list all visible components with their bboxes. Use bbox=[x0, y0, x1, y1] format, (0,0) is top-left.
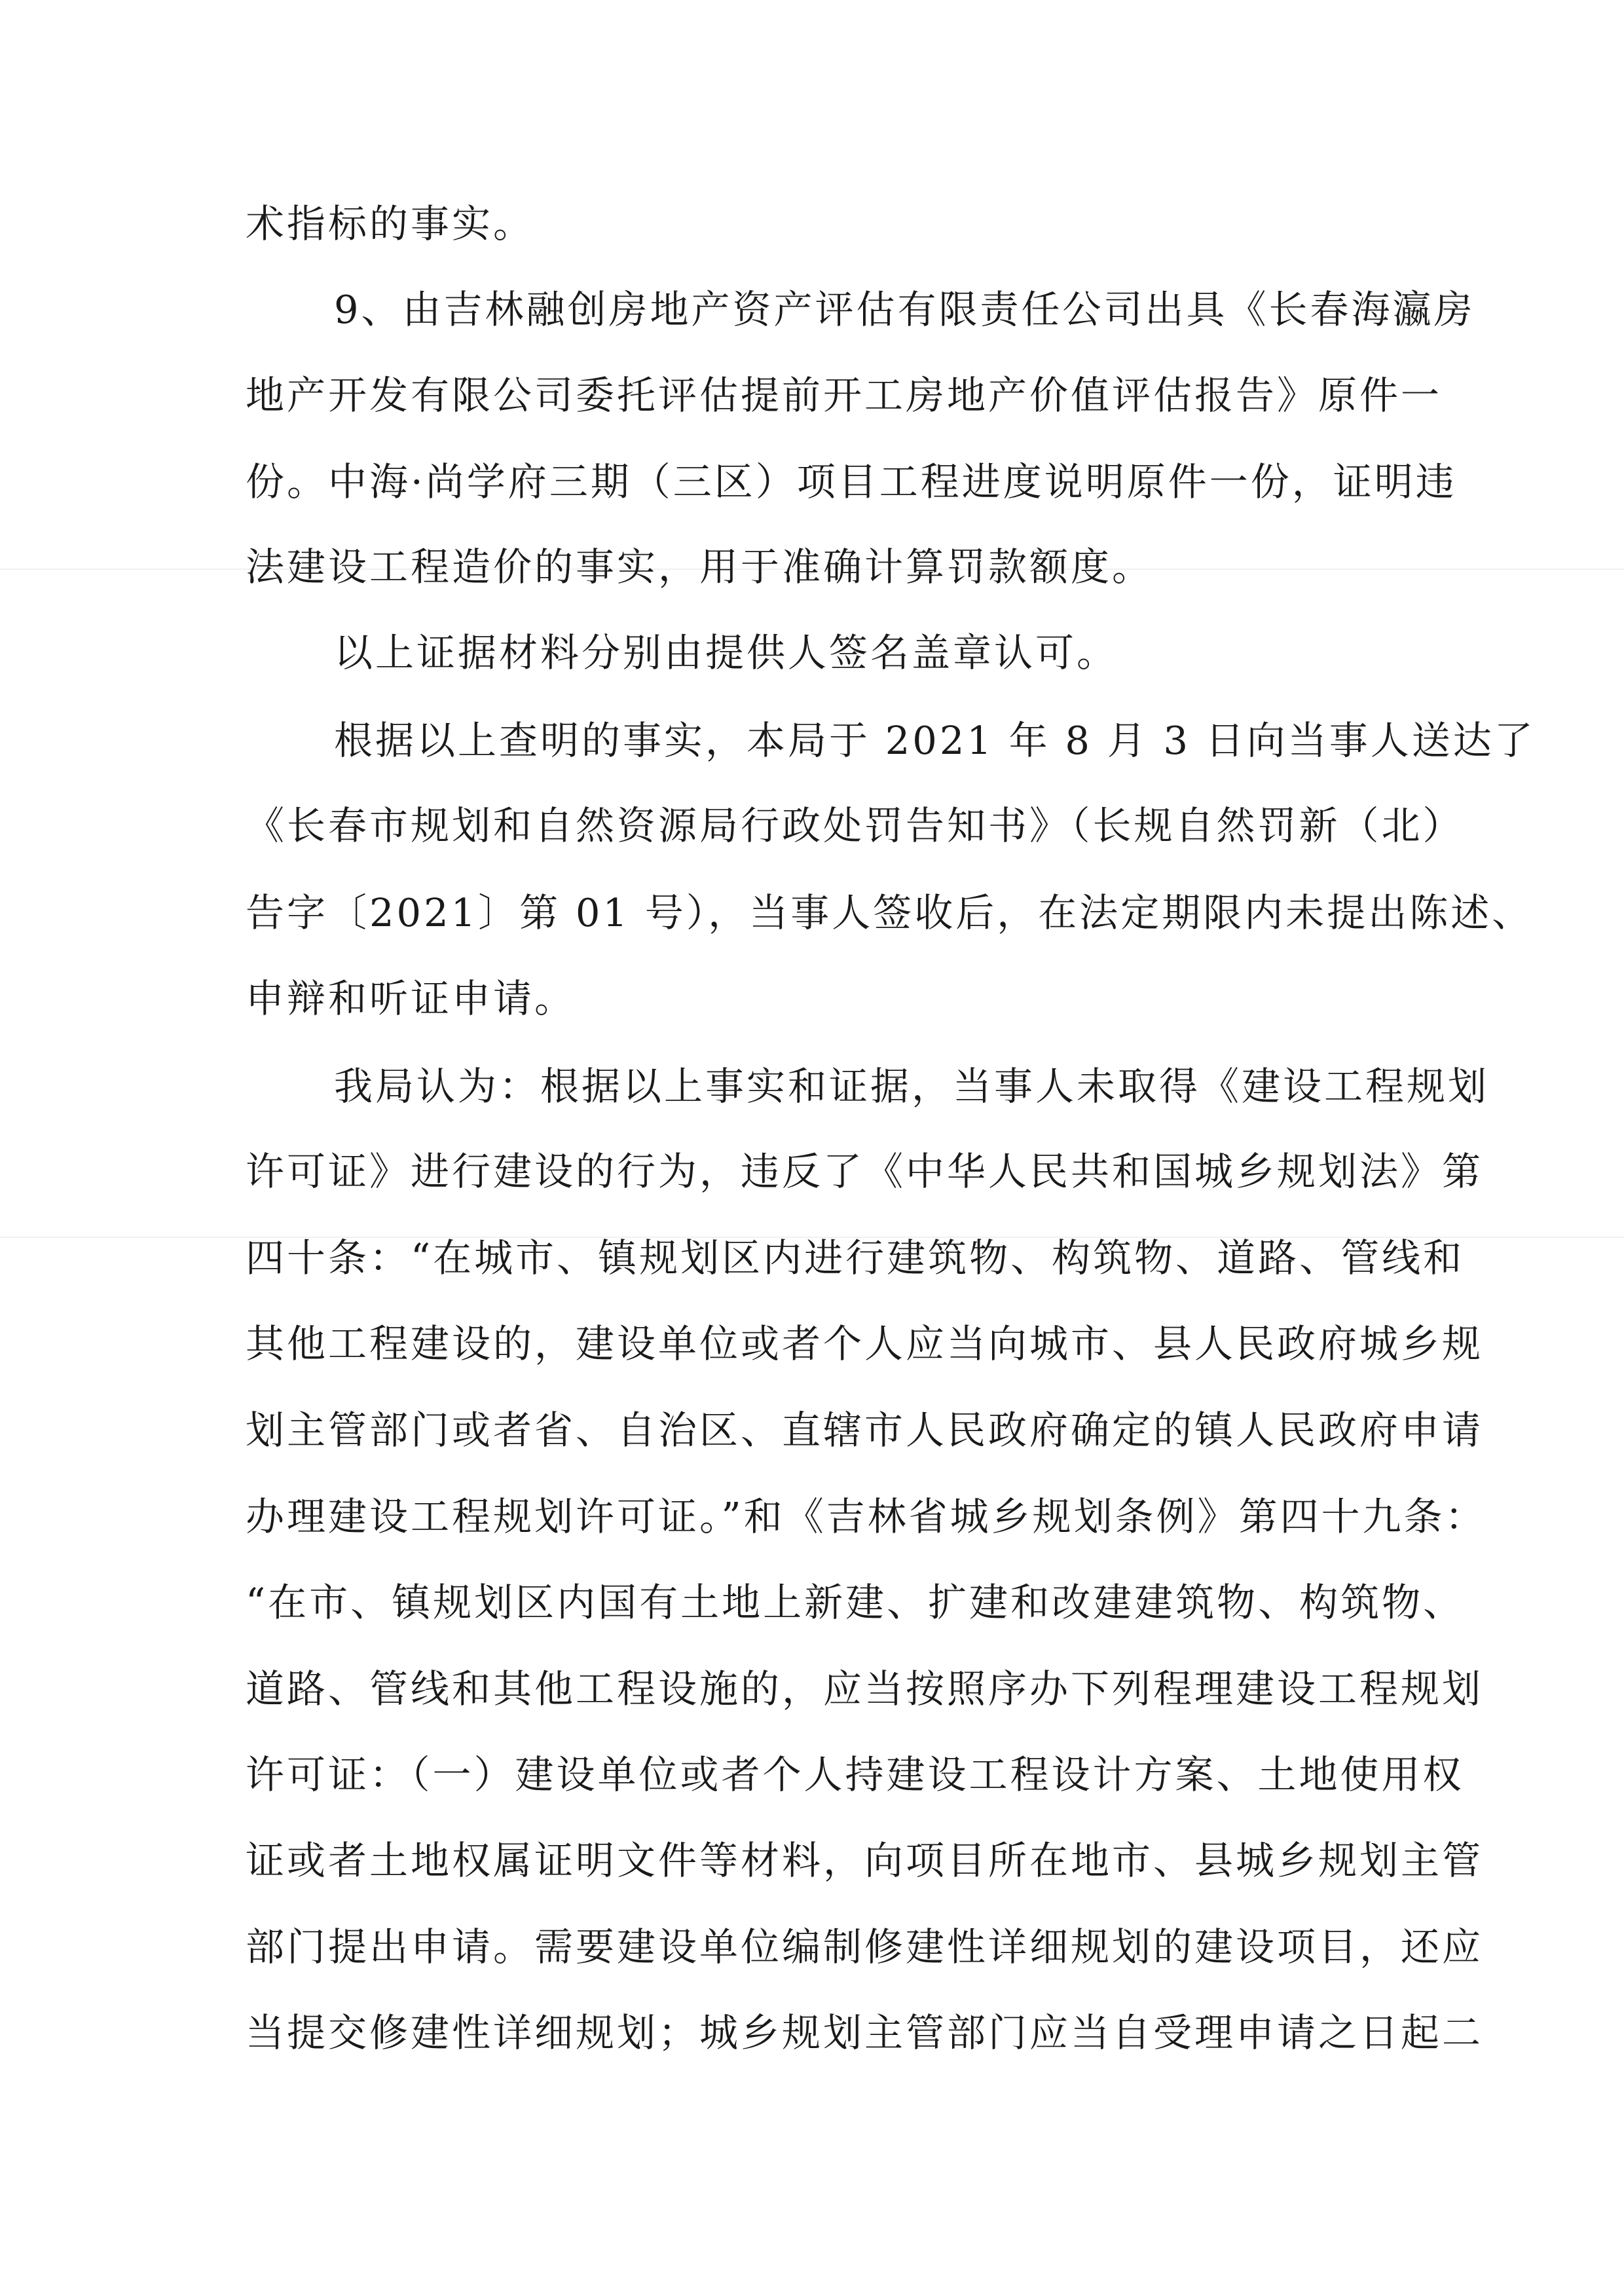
text-line-2: 9、由吉林融创房地产资产评估有限责任公司出具《长春海瀛房 bbox=[334, 287, 1475, 332]
text-line-8: 《长春市规划和自然资源局行政处罚告知书》（长规自然罚新（北） bbox=[246, 803, 1464, 848]
text-line-12: 许可证》进行建设的行为，违反了《中华人民共和国城乡规划法》第 bbox=[246, 1149, 1484, 1194]
text-line-21: 部门提出申请。需要建设单位编制修建性详细规划的建设项目，还应 bbox=[246, 1924, 1484, 1969]
text-line-19: 许可证：（一）建设单位或者个人持建设工程设计方案、土地使用权 bbox=[246, 1752, 1464, 1797]
text-line-10: 申辩和听证申请。 bbox=[246, 976, 576, 1021]
text-line-5: 法建设工程造价的事实，用于准确计算罚款额度。 bbox=[246, 544, 1154, 589]
text-line-13: 四十条：“在城市、镇规划区内进行建筑物、构筑物、道路、管线和 bbox=[246, 1235, 1465, 1280]
text-line-14: 其他工程建设的，建设单位或者个人应当向城市、县人民政府城乡规 bbox=[246, 1321, 1484, 1366]
text-line-22: 当提交修建性详细规划；城乡规划主管部门应当自受理申请之日起二 bbox=[246, 2010, 1484, 2055]
text-line-9: 告字〔2021〕第 01 号），当事人签收后，在法定期限内未提出陈述、 bbox=[246, 890, 1534, 935]
text-line-16: 办理建设工程规划许可证。”和《吉林省城乡规划条例》第四十九条： bbox=[246, 1494, 1486, 1539]
text-line-7: 根据以上查明的事实，本局于 2021 年 8 月 3 日向当事人送达了 bbox=[334, 718, 1536, 763]
text-line-1: 术指标的事实。 bbox=[246, 201, 535, 246]
text-line-3: 地产开发有限公司委托评估提前开工房地产价值评估报告》原件一 bbox=[246, 373, 1443, 418]
text-line-17: “在市、镇规划区内国有土地上新建、扩建和改建建筑物、构筑物、 bbox=[246, 1580, 1465, 1625]
text-line-11: 我局认为：根据以上事实和证据，当事人未取得《建设工程规划 bbox=[334, 1064, 1490, 1109]
text-line-20: 证或者土地权属证明文件等材料，向项目所在地市、县城乡规划主管 bbox=[246, 1838, 1484, 1883]
text-line-18: 道路、管线和其他工程设施的，应当按照序办下列程理建设工程规划 bbox=[246, 1666, 1484, 1711]
text-line-4: 份。中海·尚学府三期（三区）项目工程进度说明原件一份，证明违 bbox=[246, 459, 1457, 504]
text-line-6: 以上证据材料分别由提供人签名盖章认可。 bbox=[334, 630, 1118, 675]
text-line-15: 划主管部门或者省、自治区、直辖市人民政府确定的镇人民政府申请 bbox=[246, 1408, 1484, 1453]
